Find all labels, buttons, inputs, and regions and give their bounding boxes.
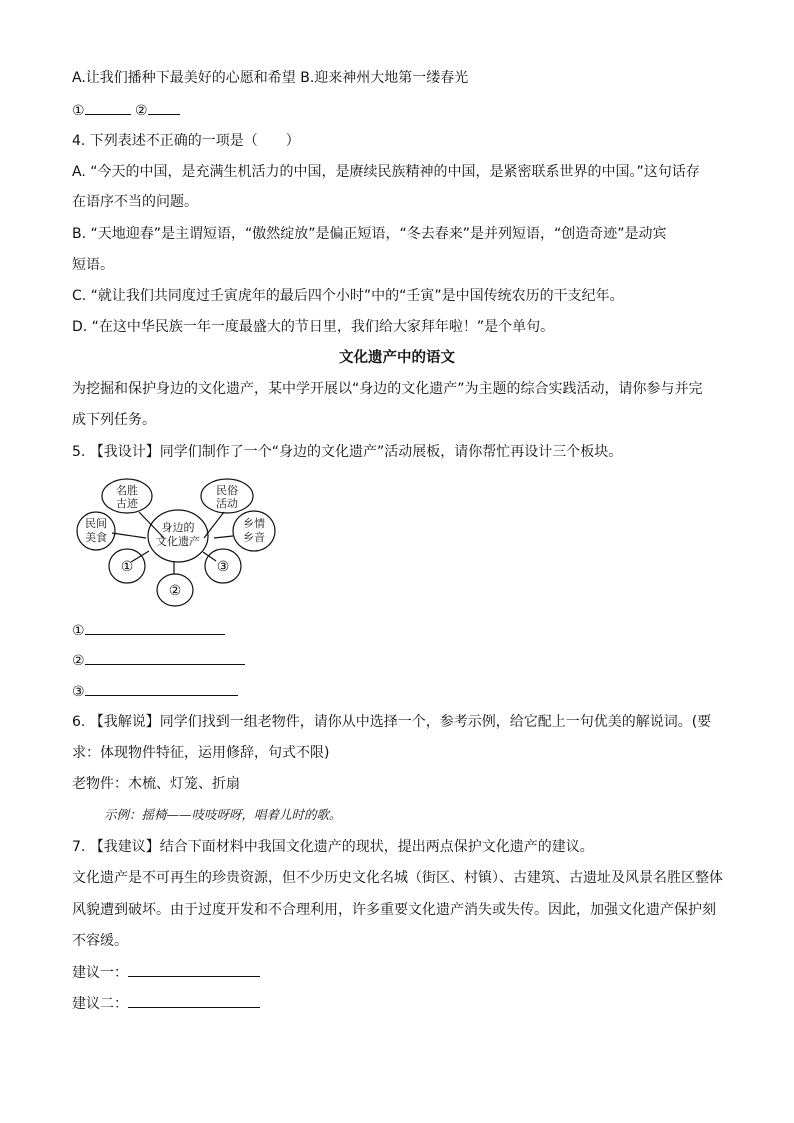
node-dialect-label-2: 乡音	[243, 531, 265, 544]
q4-option-d: D. “在这中华民族一年一度最盛大的节日里，我们给大家拜年啦！”是个单句。	[72, 319, 555, 335]
answer-row-1-marker: ①	[72, 623, 85, 639]
intro-line1: 为挖掘和保护身边的文化遗产，某中学开展以“身边的文化遗产”为主题的综合实践活动，请你参与并完	[72, 381, 703, 397]
center-label-1: 身边的	[161, 521, 195, 534]
suggestion-1-row	[72, 962, 732, 983]
question-5: 5. 【我设计】同学们制作了一个“身边的文化遗产”活动展板，请你帮忙再设计三个板块。	[72, 444, 623, 460]
material-line1: 文化遗产是不可再生的珍贵资源，但不少历史文化名城（街区、村镇）、古建筑、古遗址及风景名胜区整体	[72, 870, 723, 886]
node-scenic-label-2: 古迹	[116, 497, 138, 510]
answer-marker-1: ①	[72, 103, 85, 119]
question-6-line2: 求：体现物件特征，运用修辞，句式不限)	[72, 745, 330, 761]
node-scenic-label-1: 名胜	[116, 484, 138, 497]
suggestion-2-blank[interactable]	[128, 993, 260, 1008]
question-6-line1: 6. 【我解说】同学们找到一组老物件，请你从中选择一个，参考示例，给它配上一句优美的解说词。(要	[72, 714, 712, 730]
suggestion-1-label: 建议一：	[72, 965, 128, 981]
question-4: 4. 下列表述不正确的一项是（ ）	[72, 133, 300, 149]
blank-node-3-label: ③	[216, 559, 230, 575]
answer-line-1-2	[72, 100, 732, 121]
q4-option-c: C. “就让我们共同度过壬寅虎年的最后四个小时”中的“壬寅”是中国传统农历的干支纪年。	[72, 288, 624, 304]
answer-row-1	[72, 620, 732, 641]
answer-blank-2[interactable]	[148, 100, 180, 115]
concept-map-diagram	[76, 476, 286, 608]
suggestion-1-blank[interactable]	[128, 962, 260, 977]
q4-option-a-line2: 在语序不当的问题。	[72, 194, 198, 210]
blank-node-2-label: ②	[168, 583, 182, 599]
node-folk-label-1: 民俗	[216, 484, 238, 497]
material-line2: 风貌遭到破坏。由于过度开发和不合理利用，许多重要文化遗产消失或失传。因此，加强文化遗产保护刻	[72, 902, 716, 918]
example-line: 示例：摇椅——吱吱呀呀，唱着儿时的歌。	[104, 807, 342, 822]
node-food-label-1: 民间	[85, 517, 107, 530]
suggestion-2-label: 建议二：	[72, 996, 128, 1012]
answer-row-2	[72, 650, 732, 671]
old-objects-line: 老物件：木梳、灯笼、折扇	[72, 776, 240, 792]
blank-node-1-label: ①	[120, 559, 134, 575]
answer-row-2-blank[interactable]	[85, 650, 245, 665]
node-dialect-label-1: 乡情	[243, 517, 265, 530]
node-food-label-2: 美食	[85, 531, 107, 544]
answer-row-2-marker: ②	[72, 653, 85, 669]
answer-row-3-marker: ③	[72, 684, 85, 700]
answer-row-3-blank[interactable]	[85, 681, 238, 696]
answer-row-3	[72, 681, 732, 702]
suggestion-2-row	[72, 993, 732, 1014]
answer-row-1-blank[interactable]	[85, 620, 225, 635]
intro-line2: 成下列任务。	[72, 412, 156, 428]
q4-option-b-line1: B. “天地迎春”是主谓短语，“傲然绽放”是偏正短语，“冬去春来”是并列短语，“创造奇迹”是动宾	[72, 226, 667, 242]
material-line3: 不容缓。	[72, 933, 128, 949]
section-title: 文化遗产中的语文	[339, 350, 455, 366]
q4-option-a-line1: A. “今天的中国，是充满生机活力的中国，是赓续民族精神的中国，是紧密联系世界的中国。”这句话存	[72, 164, 700, 180]
options-line: A.让我们播种下最美好的心愿和希望 B.迎来神州大地第一缕春光	[72, 70, 469, 86]
q4-option-b-line2: 短语。	[72, 257, 114, 273]
question-7: 7. 【我建议】结合下面材料中我国文化遗产的现状，提出两点保护文化遗产的建议。	[72, 839, 594, 855]
answer-marker-2: ②	[135, 103, 148, 119]
answer-blank-1[interactable]	[85, 100, 131, 115]
node-folk-label-2: 活动	[216, 497, 238, 510]
center-label-2: 文化遗产	[156, 535, 200, 548]
